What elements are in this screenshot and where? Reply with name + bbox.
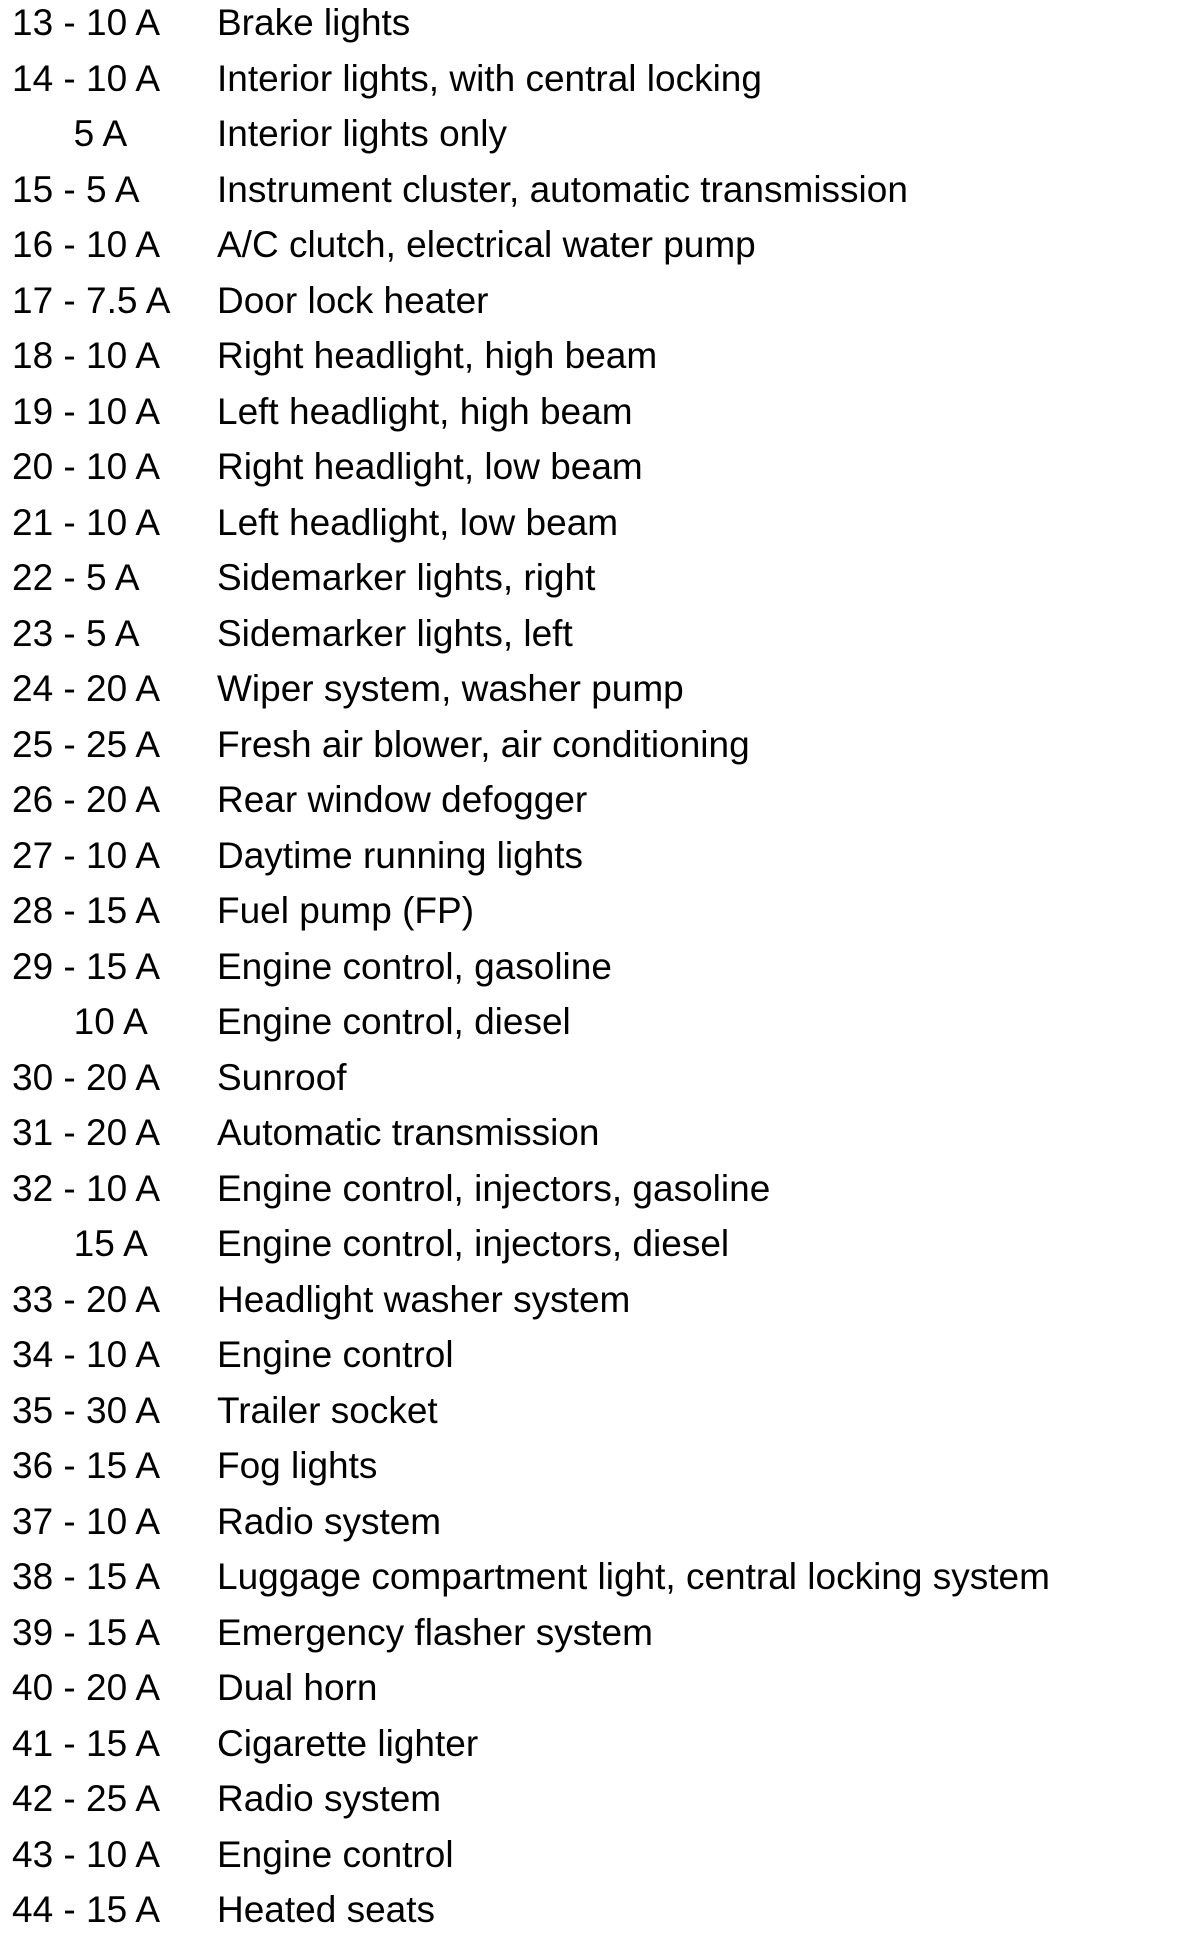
fuse-row: [0, 444, 1184, 500]
fuse-description: Radio system: [217, 1500, 442, 1542]
fuse-row: [0, 333, 1184, 389]
fuse-description: Headlight washer system: [217, 1278, 631, 1320]
fuse-description: Fuel pump (FP): [217, 890, 475, 931]
fuse-rating: 29 - 15 A: [12, 945, 161, 987]
fuse-description: Luggage compartment light, central locking system: [217, 1556, 1050, 1597]
fuse-rating: 10 A: [12, 1001, 148, 1042]
fuse-rating: 36 - 15 A: [12, 1445, 161, 1486]
fuse-description: Trailer socket: [217, 1389, 438, 1431]
fuse-description: Engine control: [217, 1334, 454, 1375]
fuse-row: [0, 1332, 1184, 1388]
fuse-row: [0, 722, 1184, 778]
fuse-rating: 20 - 10 A: [12, 446, 161, 487]
fuse-description: Engine control, gasoline: [217, 945, 612, 987]
fuse-description: Radio system: [217, 1778, 442, 1819]
fuse-rating: 44 - 15 A: [12, 1889, 161, 1930]
fuse-rating: 17 - 7.5 A: [12, 279, 171, 321]
fuse-description: Right headlight, high beam: [217, 335, 658, 376]
fuse-row: [0, 611, 1184, 667]
fuse-rating: 14 - 10 A: [12, 57, 161, 99]
fuse-rating: 38 - 15 A: [12, 1556, 161, 1597]
fuse-description: Dual horn: [217, 1667, 378, 1708]
fuse-rating: 15 A: [12, 1223, 148, 1264]
fuse-rating: 23 - 5 A: [12, 612, 140, 654]
fuse-row: [0, 0, 1184, 56]
fuse-rating: 18 - 10 A: [12, 335, 161, 376]
fuse-description: Automatic transmission: [217, 1112, 600, 1153]
fuse-row: [0, 500, 1184, 556]
fuse-row: [0, 666, 1184, 722]
fuse-description: Engine control: [217, 1833, 454, 1875]
fuse-row: [0, 1221, 1184, 1277]
fuse-rating: 26 - 20 A: [12, 779, 161, 820]
fuse-rating: 33 - 20 A: [12, 1278, 161, 1320]
fuse-description: Left headlight, low beam: [217, 501, 619, 543]
fuse-description: Heated seats: [217, 1889, 436, 1930]
fuse-row: [0, 1721, 1184, 1777]
fuse-row: [0, 1832, 1184, 1888]
fuse-description: Instrument cluster, automatic transmission: [217, 168, 908, 210]
fuse-description: Left headlight, high beam: [217, 390, 633, 432]
fuse-description: Sidemarker lights, right: [217, 557, 596, 598]
fuse-description: Fresh air blower, air conditioning: [217, 723, 750, 765]
fuse-rating: 41 - 15 A: [12, 1722, 161, 1764]
fuse-description: Wiper system, washer pump: [217, 668, 684, 709]
fuse-rating: 37 - 10 A: [12, 1500, 161, 1542]
fuse-description: Sunroof: [217, 1056, 347, 1098]
fuse-row: [0, 1610, 1184, 1666]
fuse-description: Daytime running lights: [217, 834, 584, 876]
fuse-row: [0, 1388, 1184, 1444]
fuse-rating: 35 - 30 A: [12, 1389, 161, 1431]
fuse-rating: 28 - 15 A: [12, 890, 161, 931]
fuse-description: Emergency flasher system: [217, 1611, 653, 1653]
fuse-rating: 43 - 10 A: [12, 1833, 161, 1875]
fuse-row: [0, 888, 1184, 944]
fuse-rating: 24 - 20 A: [12, 668, 161, 709]
fuse-description: Cigarette lighter: [217, 1722, 479, 1764]
fuse-row: [0, 1776, 1184, 1832]
fuse-rating: 42 - 25 A: [12, 1778, 161, 1819]
fuse-rating: 13 - 10 A: [12, 2, 161, 43]
fuse-rating: 31 - 20 A: [12, 1112, 161, 1153]
fuse-row: [0, 1110, 1184, 1166]
fuse-rating: 15 - 5 A: [12, 168, 140, 210]
fuse-row: [0, 1443, 1184, 1499]
fuse-row: [0, 833, 1184, 889]
fuse-description: Interior lights only: [217, 113, 507, 154]
fuse-description: Fog lights: [217, 1445, 378, 1486]
fuse-row: [0, 1665, 1184, 1721]
fuse-row: [0, 1055, 1184, 1111]
fuse-row: [0, 278, 1184, 334]
fuse-row: [0, 1277, 1184, 1333]
fuse-row: [0, 1887, 1184, 1943]
fuse-description: Door lock heater: [217, 279, 489, 321]
fuse-row: [0, 56, 1184, 112]
fuse-rating: 25 - 25 A: [12, 723, 161, 765]
fuse-row: [0, 222, 1184, 278]
fuse-rating: 34 - 10 A: [12, 1334, 161, 1375]
fuse-description: Engine control, injectors, gasoline: [217, 1167, 771, 1209]
fuse-rating: 16 - 10 A: [12, 224, 161, 265]
fuse-description: Interior lights, with central locking: [217, 57, 762, 99]
fuse-row: [0, 1499, 1184, 1555]
fuse-rating: 21 - 10 A: [12, 501, 161, 543]
fuse-description: Sidemarker lights, left: [217, 612, 573, 654]
fuse-rating: 39 - 15 A: [12, 1611, 161, 1653]
fuse-description: Rear window defogger: [217, 779, 588, 820]
fuse-description: Brake lights: [217, 2, 411, 43]
fuse-row: [0, 1554, 1184, 1610]
fuse-description: Engine control, diesel: [217, 1001, 571, 1042]
fuse-row: [0, 1166, 1184, 1222]
fuse-description: Right headlight, low beam: [217, 446, 643, 487]
fuse-row: [0, 999, 1184, 1055]
fuse-rating: 22 - 5 A: [12, 557, 140, 598]
fuse-rating: 32 - 10 A: [12, 1167, 161, 1209]
fuse-rating: 5 A: [12, 113, 128, 154]
fuse-description: Engine control, injectors, diesel: [217, 1223, 730, 1264]
fuse-rating: 19 - 10 A: [12, 390, 161, 432]
fuse-row: [0, 555, 1184, 611]
fuse-row: [0, 167, 1184, 223]
fuse-description: A/C clutch, electrical water pump: [217, 224, 756, 265]
fuse-row: [0, 777, 1184, 833]
fuse-row: [0, 111, 1184, 167]
fuse-rating: 27 - 10 A: [12, 834, 161, 876]
fuse-row: [0, 944, 1184, 1000]
fuse-rating: 40 - 20 A: [12, 1667, 161, 1708]
fuse-rating: 30 - 20 A: [12, 1056, 161, 1098]
fuse-row: [0, 389, 1184, 445]
